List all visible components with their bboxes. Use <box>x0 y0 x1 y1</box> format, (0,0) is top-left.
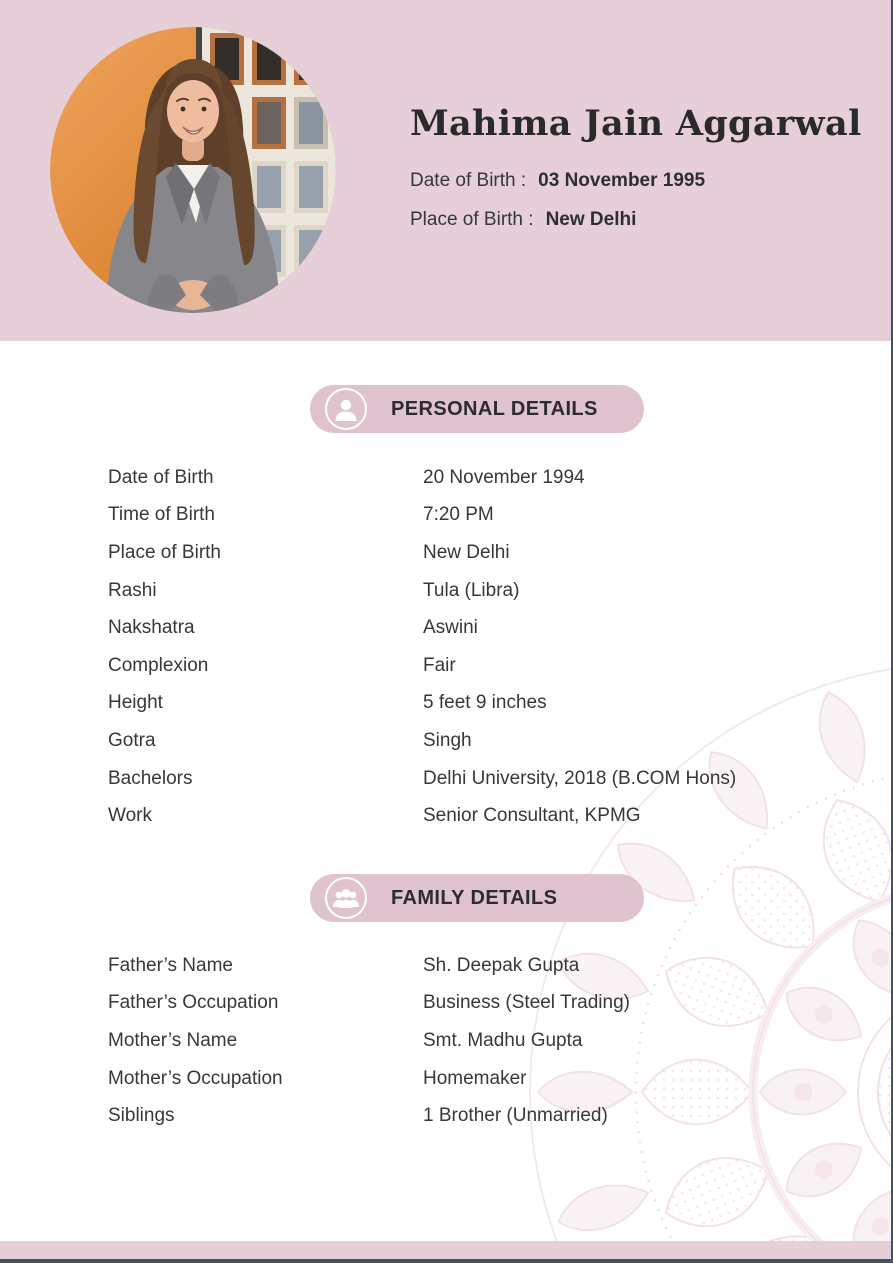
table-row <box>108 985 630 1023</box>
family-details-title: FAMILY DETAILS <box>391 886 558 909</box>
row-value: Business (Steel Trading) <box>423 992 630 1014</box>
people-group-icon <box>325 877 367 919</box>
row-label: Bachelors <box>108 767 193 789</box>
row-value: Aswini <box>423 617 478 639</box>
table-row <box>108 1097 630 1135</box>
row-value: Fair <box>423 654 456 676</box>
person-name: Mahima Jain Aggarwal <box>410 103 862 144</box>
row-label: Gotra <box>108 729 156 751</box>
row-label: Mother’s Name <box>108 1029 238 1051</box>
personal-details-header <box>310 385 644 433</box>
header-place-of-birth <box>410 209 636 231</box>
table-row <box>108 685 736 723</box>
profile-photo-illustration <box>50 27 336 313</box>
row-value: Senior Consultant, KPMG <box>423 805 641 827</box>
row-value: 1 Brother (Unmarried) <box>423 1105 608 1127</box>
family-details-header <box>310 874 644 922</box>
table-row <box>108 572 736 610</box>
row-value: Sh. Deepak Gupta <box>423 954 580 976</box>
family-details-rows <box>108 947 630 1135</box>
table-row <box>108 797 736 835</box>
row-label: Work <box>108 805 152 827</box>
row-value: Homemaker <box>423 1067 527 1089</box>
row-label: Rashi <box>108 579 157 601</box>
row-label: Date of Birth <box>108 466 214 488</box>
row-label: Place of Birth <box>108 541 221 563</box>
header-date-of-birth <box>410 170 705 192</box>
personal-details-title: PERSONAL DETAILS <box>391 397 598 420</box>
table-row <box>108 459 736 497</box>
row-label: Father’s Name <box>108 954 233 976</box>
row-label: Nakshatra <box>108 617 195 639</box>
row-label: Complexion <box>108 654 209 676</box>
row-value: Singh <box>423 729 472 751</box>
personal-details-rows <box>108 459 736 835</box>
profile-photo <box>50 27 336 313</box>
table-row <box>108 722 736 760</box>
table-row <box>108 647 736 685</box>
table-row <box>108 947 630 985</box>
footer-strip <box>0 1241 893 1259</box>
bottom-edge-line <box>0 1259 893 1263</box>
header-dob-value: 03 November 1995 <box>538 170 706 191</box>
person-icon <box>325 388 367 430</box>
row-value: Delhi University, 2018 (B.COM Hons) <box>423 767 737 789</box>
table-row <box>108 1022 630 1060</box>
header-dob-label: Date of Birth : <box>410 170 527 191</box>
row-label: Siblings <box>108 1105 175 1127</box>
table-row <box>108 1060 630 1098</box>
row-label: Height <box>108 692 163 714</box>
header-pob-value: New Delhi <box>545 209 637 230</box>
row-value: Tula (Libra) <box>423 579 520 601</box>
table-row <box>108 760 736 798</box>
row-value: 5 feet 9 inches <box>423 692 547 714</box>
header-pob-label: Place of Birth : <box>410 209 534 230</box>
table-row <box>108 609 736 647</box>
row-label: Time of Birth <box>108 504 215 526</box>
row-value: Smt. Madhu Gupta <box>423 1029 583 1051</box>
row-value: 20 November 1994 <box>423 466 585 488</box>
table-row <box>108 534 736 572</box>
table-row <box>108 497 736 535</box>
row-value: New Delhi <box>423 541 510 563</box>
row-value: 7:20 PM <box>423 504 494 526</box>
row-label: Mother’s Occupation <box>108 1067 283 1089</box>
row-label: Father’s Occupation <box>108 992 279 1014</box>
